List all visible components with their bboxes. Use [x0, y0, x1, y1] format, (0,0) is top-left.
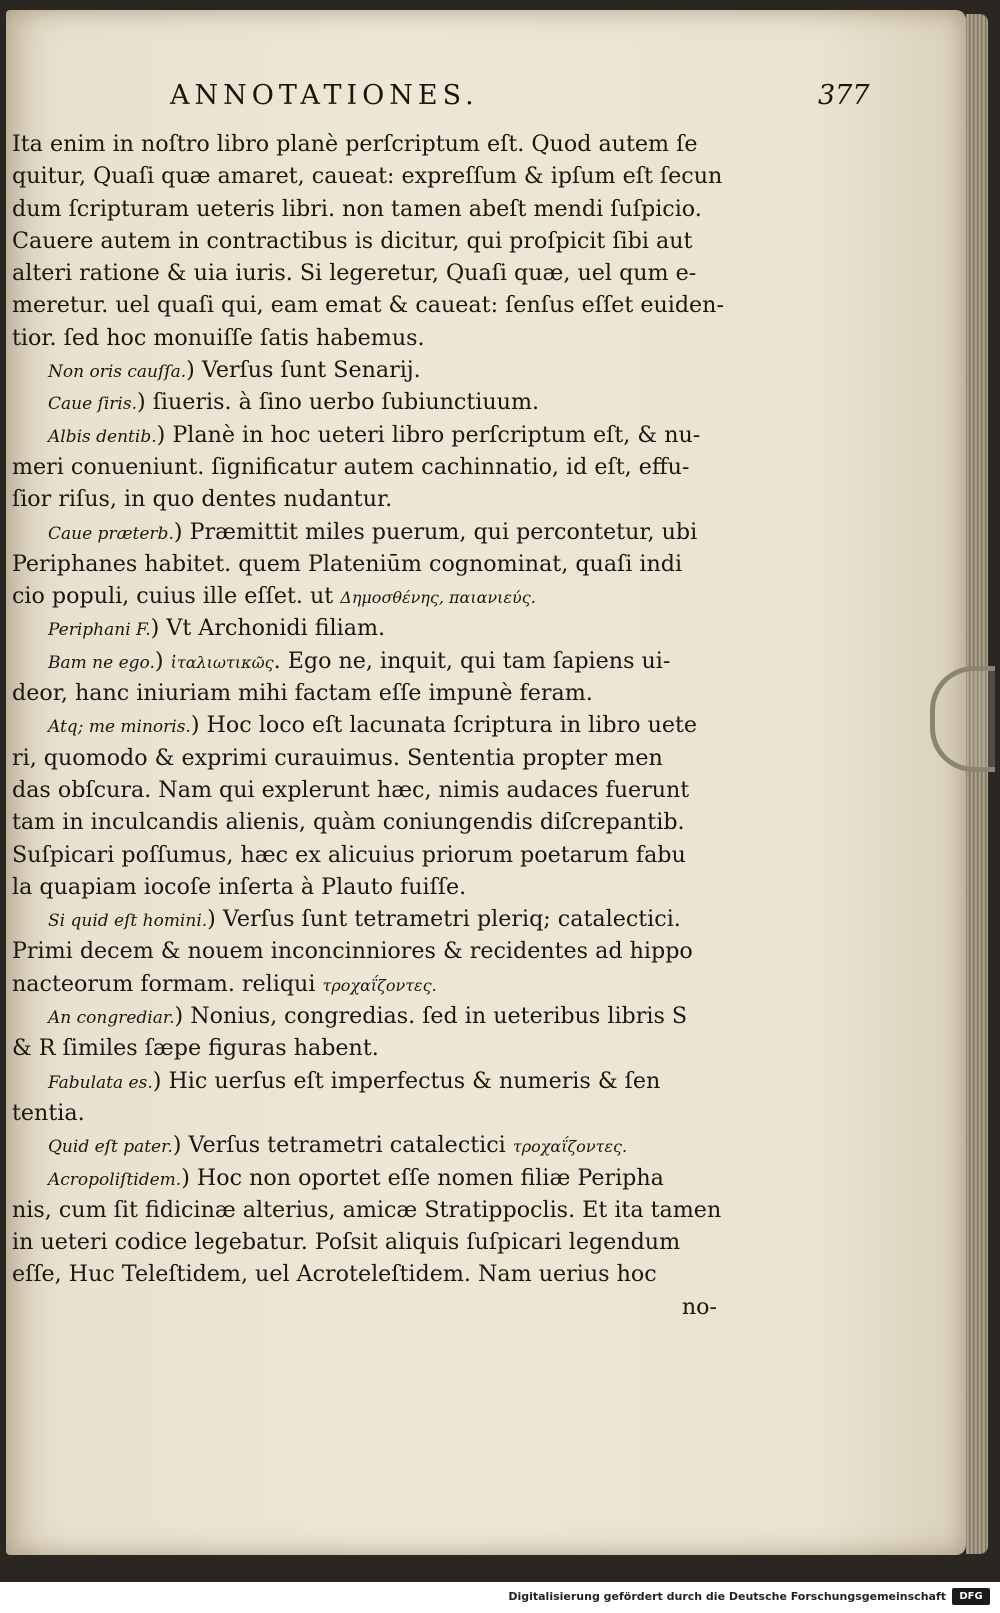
text-line [12, 968, 717, 1000]
line-text: ri, quomodo & exprimi curauimus. Sententia propter men [12, 744, 663, 771]
text-line [12, 193, 717, 225]
text-line [12, 160, 723, 192]
line-text: deor, hanc iniuriam mihi factam eſſe impunè feram. [12, 680, 593, 707]
lemma: Caue præterb. [48, 523, 174, 544]
text-line [12, 128, 717, 160]
line-text: dum ſcripturam ueteris libri. non tamen abeſt mendi ſuſpicio. [12, 195, 702, 222]
line-text: ſior riſus, in quo dentes nudantur. [12, 486, 393, 513]
line-text: Cauere autem in contractibus is dicitur, qui proſpicit ſibi aut [12, 227, 693, 254]
lemma: Non oris cauſſa. [48, 362, 187, 383]
line-text: & R ſimiles ſæpe figuras habent. [12, 1035, 379, 1062]
text-line [12, 1258, 717, 1290]
line-text: ) Verſus tetrametri catalectici [172, 1132, 513, 1159]
line-text: meri conueniunt. ſignificatur autem cachinnatio, id eſt, effu- [12, 453, 690, 480]
greek-text: Δημοσθένης, παιανιεύς. [340, 588, 536, 608]
text-line [12, 935, 717, 967]
page-edge [966, 14, 988, 1554]
line-text: nis, cum ſit fidicinæ alterius, amicæ Stratippoclis. Et ita tamen [12, 1196, 722, 1223]
line-text: Ita enim in noſtro libro planè perſcriptum eſt. Quod autem ſe [12, 131, 698, 157]
line-text: quitur, Quaſi quæ amaret, caueat: expreſſum & ipſum eſt ſecun [12, 163, 723, 190]
line-text: ) Verſus ſunt tetrametri pleriq; catalectici. [207, 906, 681, 933]
footer-bar [0, 1582, 1000, 1613]
text-line [12, 322, 717, 354]
line-text: ) Verſus ſunt Senarij. [186, 357, 421, 384]
text-line [12, 806, 717, 838]
line-text: . Ego ne, inquit, qui tam ſapiens ui- [273, 647, 671, 674]
annotation-entry [12, 386, 717, 418]
annotation-entry [12, 612, 717, 644]
page-number: 377 [818, 80, 870, 111]
lemma: Bam ne ego. [48, 652, 155, 673]
line-text: Primi decem & nouem inconcinniores & recidentes ad hippo [12, 938, 693, 965]
line-text: la quapiam iocoſe inſerta à Plauto fuiſſe. [12, 873, 467, 900]
line-text: tam in inculcandis alienis, quàm coniungendis diſcrepantib. [12, 809, 685, 836]
text-line [12, 677, 717, 709]
text-line [12, 774, 717, 806]
catchword: no- [681, 1293, 717, 1320]
annotation-entry [12, 645, 717, 677]
line-text: ) Hoc non oportet eſſe nomen filiæ Peripha [181, 1164, 664, 1191]
line-text: nacteorum formam. reliqui [12, 970, 323, 997]
lemma: Fabulata es. [48, 1072, 153, 1093]
annotation-entry [12, 709, 717, 741]
text-line [12, 548, 717, 580]
text-line [12, 225, 717, 257]
annotation-entry [12, 419, 717, 451]
line-text: meretur. uel quaſi qui, eam emat & caueat: ſenſus eſſet euiden- [12, 292, 724, 319]
footer-credit: Digitalisierung gefördert durch die Deutsche Forschungsgemeinschaft [508, 1590, 946, 1603]
line-text: eſſe, Huc Teleſtidem, uel Acroteleſtidem. Nam uerius hoc [12, 1261, 657, 1288]
annotation-entry [12, 903, 717, 935]
text-line [12, 839, 717, 871]
text-line [12, 257, 717, 289]
line-text: alteri ratione & uia iuris. Si legeretur, Quaſi quæ, uel qum e- [12, 260, 697, 287]
text-line [12, 483, 717, 515]
line-text: ) Præmittit miles puerum, qui percontetur, ubi [173, 518, 698, 545]
lemma: Caue ſiris. [48, 394, 137, 415]
book-clasp [930, 666, 995, 772]
text-line [12, 1226, 717, 1258]
text-line [12, 742, 717, 774]
line-text: ) Vt Archonidi filiam. [150, 615, 386, 642]
greek-text: τροχαΐζοντες. [512, 1137, 628, 1157]
text-line [12, 580, 717, 612]
line-text: ) Hoc loco eſt lacunata ſcriptura in libro uete [190, 712, 698, 739]
line-text: Periphanes habitet. quem Plateniūm cognominat, quaſi indi [12, 550, 683, 577]
lemma: Albis dentib. [48, 426, 157, 447]
text-line [12, 289, 724, 321]
annotation-entry [12, 1065, 717, 1097]
text-line [12, 1032, 717, 1064]
lemma: Quid eſt pater. [48, 1137, 173, 1158]
lemma: Periphani F. [48, 620, 151, 641]
line-text: ) [154, 647, 171, 674]
annotation-entry [12, 516, 717, 548]
line-text: das obſcura. Nam qui explerunt hæc, nimis audaces fuerunt [12, 776, 690, 803]
lemma: Acropoliſtidem. [48, 1169, 182, 1190]
lemma: An congrediar. [48, 1008, 175, 1029]
line-text: ) Hic uerſus eſt imperfectus & numeris & ſen [152, 1067, 661, 1094]
text-line [12, 451, 717, 483]
dfg-logo: DFG [952, 1588, 990, 1605]
greek-text: ἰταλιωτικῶς [170, 652, 274, 672]
line-text: cio populi, cuius ille eſſet. ut [12, 583, 341, 610]
lemma: Atq; me minoris. [48, 717, 191, 738]
running-head: ANNOTATIONES. [170, 80, 479, 111]
annotation-entry [12, 1162, 717, 1194]
line-text: ) Nonius, congredias. ſed in ueteribus libris S [174, 1003, 688, 1030]
line-text: in ueteri codice legebatur. Poſsit aliquis ſuſpicari legendum [12, 1229, 681, 1256]
lemma: Si quid eſt homini. [48, 911, 208, 932]
text-line [12, 1097, 717, 1129]
line-text: ) Planè in hoc ueteri libro perſcriptum eſt, & nu- [156, 421, 701, 448]
greek-text: τροχαΐζοντες. [322, 975, 437, 995]
line-text: Suſpicari poſſumus, hæc ex alicuius priorum poetarum fabu [12, 841, 686, 868]
annotation-entry [12, 354, 717, 386]
text-line [12, 871, 717, 903]
text-block [12, 128, 724, 1323]
annotation-entry [12, 1000, 717, 1032]
annotation-entry [12, 1129, 717, 1161]
line-text: ) ſiueris. à ſino uerbo ſubiunctiuum. [136, 389, 540, 416]
line-text: tior. ſed hoc monuiſſe ſatis habemus. [12, 324, 425, 351]
text-line [12, 1194, 722, 1226]
line-text: tentia. [12, 1099, 85, 1126]
